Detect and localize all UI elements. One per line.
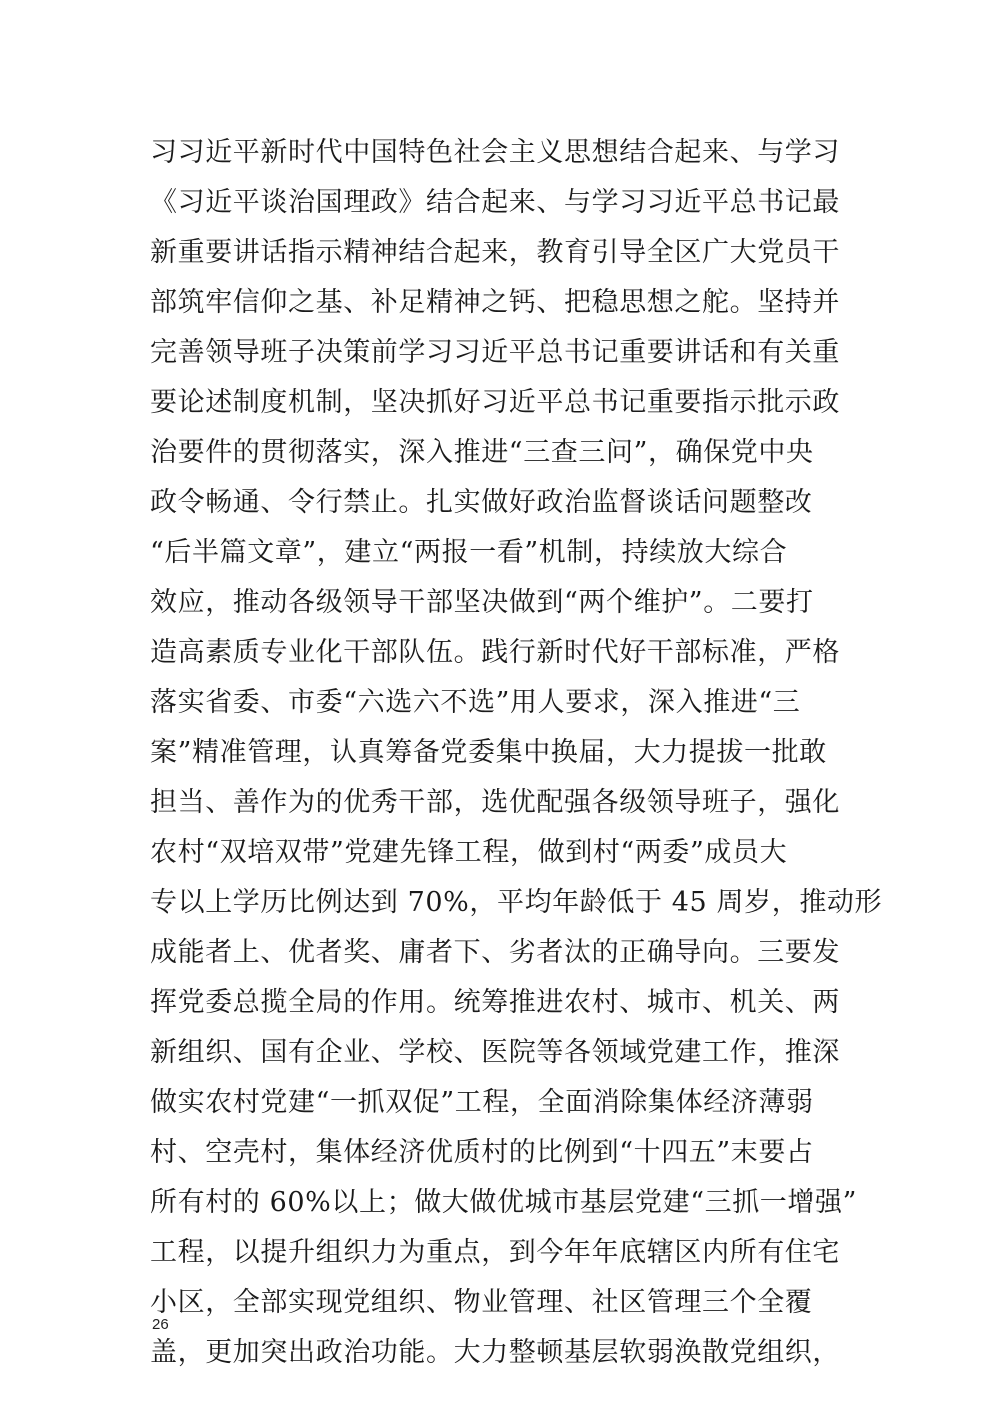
text-line: 造高素质专业化干部队伍。践行新时代好干部标准，严格 (150, 637, 840, 668)
text-line: 村、空壳村，集体经济优质村的比例到“十四五”末要占 (150, 1137, 814, 1168)
text-line: 习习近平新时代中国特色社会主义思想结合起来、与学习 (150, 137, 840, 168)
text-line: 挥党委总揽全局的作用。统筹推进农村、城市、机关、两 (150, 987, 840, 1018)
text-line: 工程，以提升组织力为重点，到今年年底辖区内所有住宅 (150, 1237, 840, 1268)
text-line: 新组织、国有企业、学校、医院等各领域党建工作，推深 (150, 1037, 840, 1068)
text-line: 效应，推动各级领导干部坚决做到“两个维护”。二要打 (150, 587, 814, 618)
text-line: 专以上学历比例达到 70%，平均年龄低于 45 周岁，推动形 (150, 887, 883, 918)
text-line: 所有村的 60%以上；做大做优城市基层党建“三抓一增强” (150, 1187, 857, 1218)
text-line: 做实农村党建“一抓双促”工程，全面消除集体经济薄弱 (150, 1087, 814, 1118)
text-line: 要论述制度机制，坚决抓好习近平总书记重要指示批示政 (150, 387, 840, 418)
text-line: 完善领导班子决策前学习习近平总书记重要讲话和有关重 (150, 337, 840, 368)
text-line: 部筑牢信仰之基、补足精神之钙、把稳思想之舵。坚持并 (150, 287, 840, 318)
text-line: 新重要讲话指示精神结合起来，教育引导全区广大党员干 (150, 237, 840, 268)
text-line: 落实省委、市委“六选六不选”用人要求，深入推进“三 (150, 687, 801, 718)
text-line: 治要件的贯彻落实，深入推进“三查三问”，确保党中央 (150, 437, 814, 468)
text-line: 盖，更加突出政治功能。大力整顿基层软弱涣散党组织， (150, 1337, 840, 1368)
page-number: 26 (152, 1316, 169, 1333)
body-text (150, 128, 883, 1378)
text-line: 小区，全部实现党组织、物业管理、社区管理三个全覆 (150, 1287, 813, 1318)
text-line: 案”精准管理，认真筹备党委集中换届，大力提拔一批敢 (150, 737, 827, 768)
text-line: 政令畅通、令行禁止。扎实做好政治监督谈话问题整改 (150, 487, 813, 518)
text-line: 农村“双培双带”党建先锋工程，做到村“两委”成员大 (150, 837, 788, 868)
text-line: 担当、善作为的优秀干部，选优配强各级领导班子，强化 (150, 787, 840, 818)
text-line: “后半篇文章”，建立“两报一看”机制，持续放大综合 (150, 537, 788, 568)
text-line: 成能者上、优者奖、庸者下、劣者汰的正确导向。三要发 (150, 937, 840, 968)
text-line: 《习近平谈治国理政》结合起来、与学习习近平总书记最 (150, 187, 840, 218)
